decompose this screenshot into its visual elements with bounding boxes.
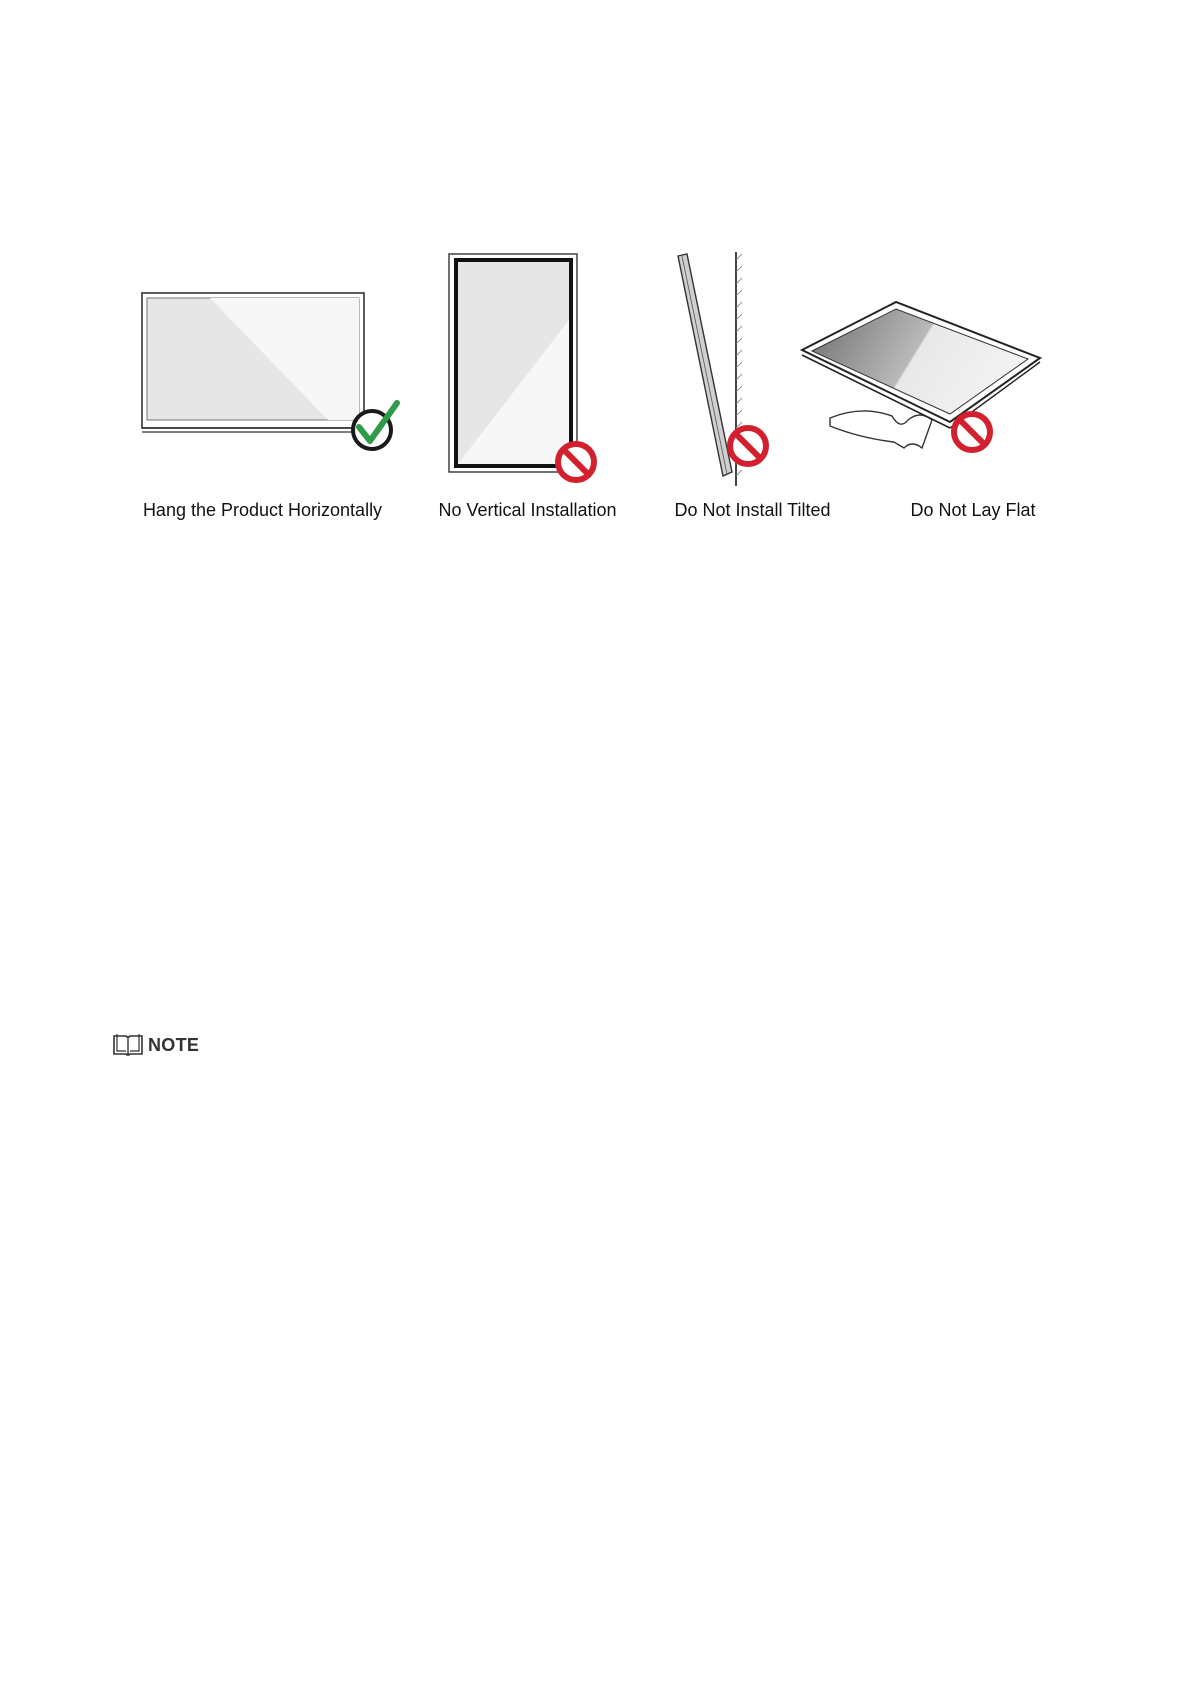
installation-orientation-figure [0,0,1190,560]
prohibited-icon [730,428,766,464]
note-heading [112,1030,199,1060]
note-label: NOTE [148,1034,200,1055]
horizontal-display-illustration [130,285,410,460]
prohibited-icon [558,444,594,480]
caption-tilted: Do Not Install Tilted [674,500,831,520]
caption-flat: Do Not Lay Flat [910,500,1036,520]
prohibited-icon [954,414,990,450]
caption-horizontal: Hang the Product Horizontally [142,500,383,520]
tilted-display-illustration [660,250,780,490]
book-icon [112,1032,144,1058]
vertical-display-illustration [445,250,610,490]
caption-vertical: No Vertical Installation [438,500,617,520]
flat-display-illustration [800,300,1060,470]
